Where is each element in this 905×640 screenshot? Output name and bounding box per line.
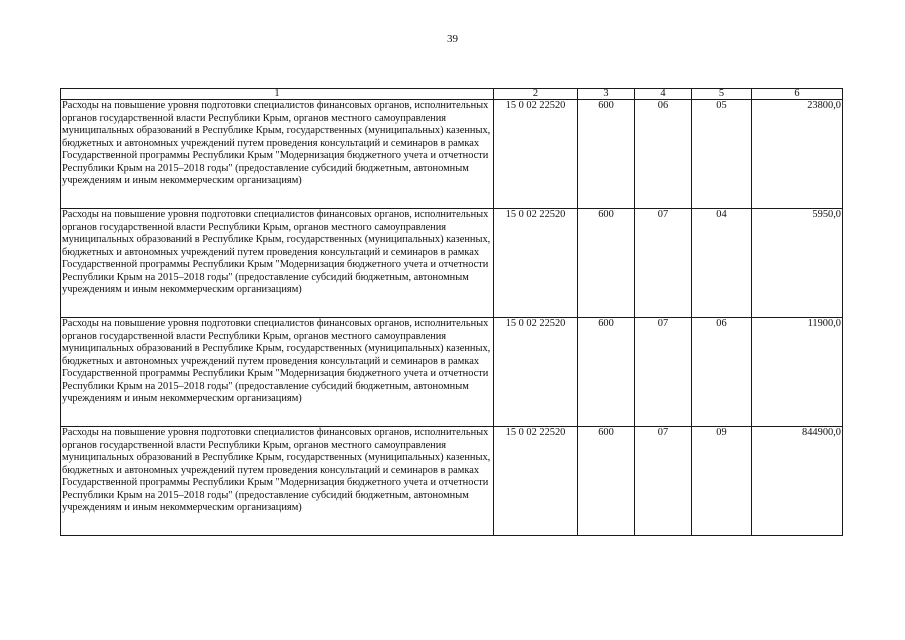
row-target-code: 15 0 02 22520 [494,427,578,536]
row-expense-type: 600 [578,209,635,318]
row-target-code: 15 0 02 22520 [494,100,578,209]
row-description: Расходы на повышение уровня подготовки специалистов финансовых органов, исполнительных органов государственной власти Республики Крым, органов местного самоуправления муниципальных образований в Республике Крым, государственных (муниципальных) казенных, бюджетных и автономных учреждений путем проведения консультаций и семинаров в рамках Государственной программы Республики Крым "Модернизация бюджетного учета и отчетности Республики Крым на 2015–2018 годы" (предоставление субсидий бюджетным, автономным учреждениям и иным некоммерческим организациям) [61,427,494,536]
row-expense-type: 600 [578,318,635,427]
column-header-2: 2 [494,89,578,100]
header-row [61,89,843,100]
row-subsection: 05 [692,100,752,209]
row-section: 07 [635,427,692,536]
row-description: Расходы на повышение уровня подготовки специалистов финансовых органов, исполнительных органов государственной власти Республики Крым, органов местного самоуправления муниципальных образований в Республике Крым, государственных (муниципальных) казенных, бюджетных и автономных учреждений путем проведения консультаций и семинаров в рамках Государственной программы Республики Крым "Модернизация бюджетного учета и отчетности Республики Крым на 2015–2018 годы" (предоставление субсидий бюджетным, автономным учреждениям и иным некоммерческим организациям) [61,318,494,427]
row-section: 06 [635,100,692,209]
row-target-code: 15 0 02 22520 [494,318,578,427]
row-target-code: 15 0 02 22520 [494,209,578,318]
row-section: 07 [635,209,692,318]
table-row [61,100,843,209]
table-row [61,427,843,536]
row-description: Расходы на повышение уровня подготовки специалистов финансовых органов, исполнительных органов государственной власти Республики Крым, органов местного самоуправления муниципальных образований в Республике Крым, государственных (муниципальных) казенных, бюджетных и автономных учреждений путем проведения консультаций и семинаров в рамках Государственной программы Республики Крым "Модернизация бюджетного учета и отчетности Республики Крым на 2015–2018 годы" (предоставление субсидий бюджетным, автономным учреждениям и иным некоммерческим организациям) [61,209,494,318]
row-amount: 11900,0 [752,318,843,427]
row-amount: 23800,0 [752,100,843,209]
row-description: Расходы на повышение уровня подготовки специалистов финансовых органов, исполнительных органов государственной власти Республики Крым, органов местного самоуправления муниципальных образований в Республике Крым, государственных (муниципальных) казенных, бюджетных и автономных учреждений путем проведения консультаций и семинаров в рамках Государственной программы Республики Крым "Модернизация бюджетного учета и отчетности Республики Крым на 2015–2018 годы" (предоставление субсидий бюджетным, автономным учреждениям и иным некоммерческим организациям) [61,100,494,209]
column-header-1: 1 [61,89,494,100]
row-section: 07 [635,318,692,427]
column-header-6: 6 [752,89,843,100]
row-expense-type: 600 [578,427,635,536]
budget-table [60,88,843,536]
row-amount: 844900,0 [752,427,843,536]
page-number: 39 [447,33,458,45]
column-header-4: 4 [635,89,692,100]
table-row [61,318,843,427]
table-row [61,209,843,318]
row-subsection: 06 [692,318,752,427]
row-expense-type: 600 [578,100,635,209]
column-header-3: 3 [578,89,635,100]
row-subsection: 09 [692,427,752,536]
column-header-5: 5 [692,89,752,100]
row-amount: 5950,0 [752,209,843,318]
row-subsection: 04 [692,209,752,318]
